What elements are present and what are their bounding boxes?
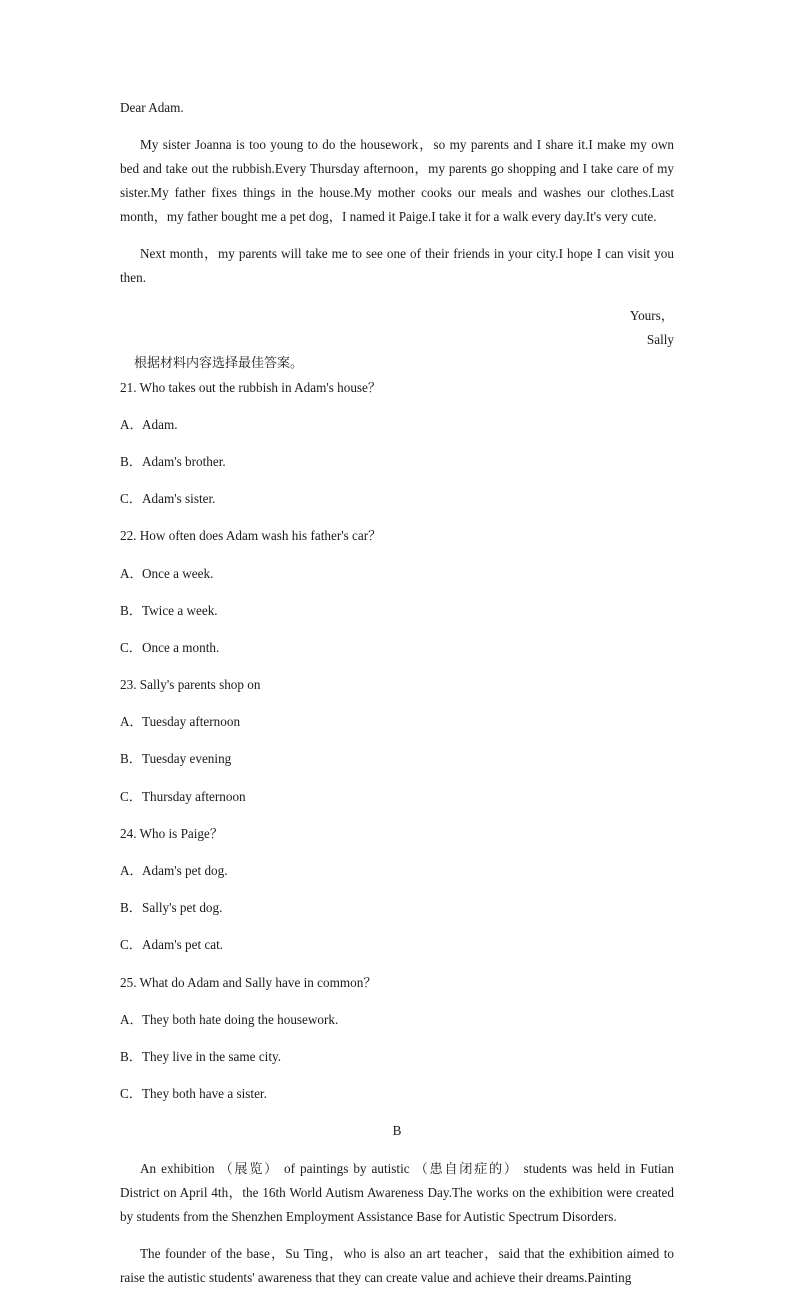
option-letter: B． <box>120 1048 142 1064</box>
option-text: Adam's brother. <box>142 453 226 469</box>
option-letter: B． <box>120 602 142 618</box>
question-25-option-b <box>120 1045 674 1069</box>
section-b-paragraph-1: An exhibition （展览） of paintings by autistic （患自闭症的） students was held in Futian District on April 4th，the 16th World Autism Awareness Day.The works on the exhibition were created by students from the Shenzhen Employment Assistance Base for Autistic Spectrum Disorders. <box>120 1160 674 1224</box>
section-b-heading: B <box>392 1123 402 1139</box>
instruction-text: 根据材料内容选择最佳答案。 <box>134 355 304 371</box>
option-text: Sally's pet dog. <box>142 900 223 916</box>
question-22-option-b <box>120 599 674 623</box>
letter-signature: Sally <box>646 331 674 347</box>
question-21-option-a <box>120 413 674 437</box>
document-page <box>120 96 674 1303</box>
question-24-option-a <box>120 859 674 883</box>
option-text: Adam. <box>142 416 178 432</box>
question-25-option-c <box>120 1082 674 1106</box>
option-text: They live in the same city. <box>142 1048 282 1064</box>
question-23-option-c <box>120 785 674 809</box>
option-letter: B． <box>120 751 142 767</box>
option-text: They both hate doing the housework. <box>142 1011 339 1027</box>
question-25-stem: 25. What do Adam and Sally have in common？ <box>120 974 377 990</box>
question-21-option-c <box>120 487 674 511</box>
question-22-option-a <box>120 562 674 586</box>
question-22-option-c <box>120 636 674 660</box>
question-21-option-b <box>120 450 674 474</box>
option-letter: C． <box>120 788 142 804</box>
question-24-option-c <box>120 933 674 957</box>
question-21-stem: 21. Who takes out the rubbish in Adam's house？ <box>120 379 382 395</box>
option-text: Twice a week. <box>142 602 218 618</box>
option-letter: B． <box>120 900 142 916</box>
option-text: They both have a sister. <box>142 1086 267 1102</box>
option-text: Adam's pet dog. <box>142 863 228 878</box>
option-letter: C． <box>120 937 142 953</box>
option-text: Once a month. <box>142 639 220 655</box>
option-text: Adam's sister. <box>142 491 216 507</box>
letter-paragraph-1: My sister Joanna is too young to do the housework，so my parents and I share it.I make my own bed and take out the rubbish.Every Thursday afternoon，my parents go shopping and I take care of my sister.My father fixes things in the house.My mother cooks our meals and washes our clothes.Last month，my father bought me a pet dog，I named it Paige.I take it for a walk every day.It's very cute. <box>120 137 674 225</box>
question-23-option-b <box>120 747 674 771</box>
option-letter: C． <box>120 491 142 507</box>
option-letter: A． <box>120 714 143 730</box>
option-text: Adam's pet cat. <box>142 937 224 953</box>
option-letter: C． <box>120 639 142 655</box>
option-text: Tuesday afternoon <box>142 714 241 730</box>
option-letter: A． <box>120 863 143 878</box>
option-letter: A． <box>120 565 143 581</box>
option-text: Thursday afternoon <box>142 788 246 804</box>
option-text: Tuesday evening <box>142 751 232 767</box>
letter-closing: Yours， <box>629 307 674 323</box>
option-letter: A． <box>120 416 143 432</box>
question-25-option-a <box>120 1008 674 1032</box>
option-letter: C． <box>120 1086 142 1102</box>
letter-paragraph-2: Next month，my parents will take me to see one of their friends in your city.I hope I can visit you then. <box>120 246 674 286</box>
question-22-stem: 22. How often does Adam wash his father's car？ <box>120 528 382 544</box>
question-24-stem: 24. Who is Paige？ <box>120 825 224 841</box>
option-letter: A． <box>120 1011 143 1027</box>
letter-greeting: Dear Adam. <box>120 100 184 115</box>
question-23-option-a <box>120 710 674 734</box>
question-23-stem: 23. Sally's parents shop on <box>120 677 261 693</box>
section-b-paragraph-2: The founder of the base，Su Ting，who is also an art teacher，said that the exhibition aimed to raise the autistic students' awareness that they can create value and achieve their dreams.Painting <box>120 1245 674 1285</box>
question-24-option-b <box>120 896 674 920</box>
option-text: Once a week. <box>142 565 214 581</box>
option-letter: B． <box>120 453 142 469</box>
